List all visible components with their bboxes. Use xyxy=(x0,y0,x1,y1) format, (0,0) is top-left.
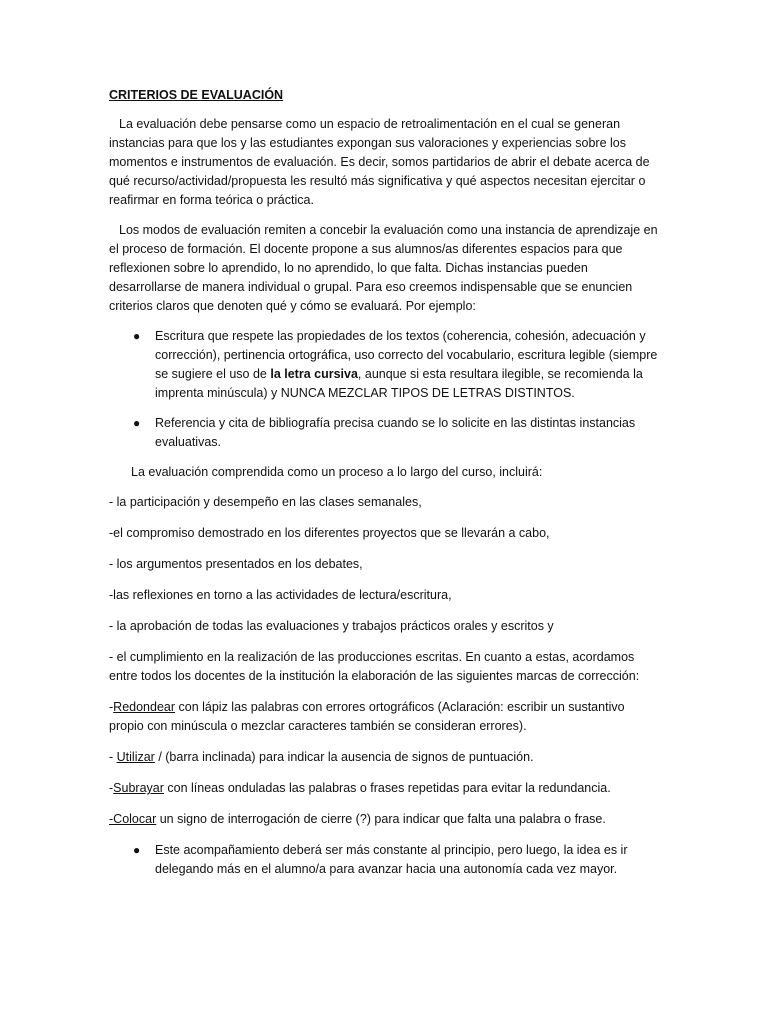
evaluation-item: - el cumplimiento en la realización de las producciones escritas. En cuanto a estas, acordamos entre todos los docentes de la institución la elaboración de las siguientes marcas de corrección: xyxy=(109,650,640,683)
paragraph-2: Los modos de evaluación remiten a concebir la evaluación como una instancia de aprendizaje en el proceso de formación. El docente propone a sus alumnos/as diferentes espacios para que reflexionen sobre lo aprendido, lo no aprendido, lo que falta. Dichas instancias pueden desarrollarse de manera individual o grupal. Para eso creemos indispensable que se enuncien criterios claros que denoten qué y cómo se evaluará. Por ejemplo: xyxy=(109,223,658,313)
mark-description: con lápiz las palabras con errores ortográficos (Aclaración: escribir un sustantivo propio con minúscula o mezclar caracteres también se consideran errores). xyxy=(109,700,625,733)
paragraph-1: La evaluación debe pensarse como un espacio de retroalimentación en el cual se generan instancias para que los y las estudiantes expongan sus valoraciones y experiencias sobre los momentos e instrumentos de evaluación. Es decir, somos partidarios de abrir el debate acerca de qué recurso/actividad/propuesta les resultó más significativa y qué aspectos necesitan ejercitar o reafirmar en forma teórica o práctica. xyxy=(109,117,650,207)
evaluation-item: - la aprobación de todas las evaluaciones y trabajos prácticos orales y escritos y xyxy=(109,619,554,633)
criteria-list xyxy=(109,327,661,452)
mark-keyword: -Colocar xyxy=(109,812,157,826)
mark-description: un signo de interrogación de cierre (?) para indicar que falta una palabra o frase. xyxy=(156,812,606,826)
bullet-icon: ● xyxy=(133,416,141,430)
mark-prefix: - xyxy=(109,700,114,714)
evaluation-item: -las reflexiones en torno a las actividades de lectura/escritura, xyxy=(109,588,452,602)
correction-mark xyxy=(109,698,661,736)
bullet-text-bold: la letra cursiva xyxy=(270,367,358,381)
bullet-text: Referencia y cita de bibliografía precisa cuando se lo solicite en las distintas instancias evaluativas. xyxy=(155,416,636,449)
mark-prefix: - xyxy=(109,781,114,795)
correction-mark xyxy=(109,779,661,798)
document-body xyxy=(109,86,661,890)
bullet-icon: ● xyxy=(133,843,141,857)
evaluation-item: - la participación y desempeño en las clases semanales, xyxy=(109,495,422,509)
evaluation-lead: La evaluación comprendida como un proceso a lo largo del curso, incluirá: xyxy=(131,465,543,479)
evaluation-item: - los argumentos presentados en los debates, xyxy=(109,557,363,571)
correction-mark xyxy=(109,810,661,829)
bullet-text: Este acompañamiento deberá ser más constante al principio, pero luego, la idea es ir delegando más en el alumno/a para avanzar hacia una autonomía cada vez mayor. xyxy=(155,843,628,876)
mark-description: / (barra inclinada) para indicar la ausencia de signos de puntuación. xyxy=(154,750,534,764)
criteria-item-writing xyxy=(109,327,661,403)
criteria-item-bibliography xyxy=(109,414,661,452)
document-title: CRITERIOS DE EVALUACIÓN xyxy=(109,88,284,102)
bullet-icon: ● xyxy=(133,329,141,343)
mark-description: con líneas onduladas las palabras o frases repetidas para evitar la redundancia. xyxy=(163,781,611,795)
mark-keyword: Subrayar xyxy=(113,781,164,795)
bullet-text-before: Escritura que respete las propiedades de los textos (coherencia, cohesión, adecuación y corrección), pertinencia ortográfica, uso correcto del vocabulario, escritura legible (siempre se sugiere el uso de xyxy=(155,329,658,381)
mark-keyword: Redondear xyxy=(113,700,176,714)
bullet-text-after: , aunque si esta resultara ilegible, se recomienda la imprenta minúscula) y NUNCA MEZCLAR TIPOS DE LETRAS DISTINTOS. xyxy=(155,367,643,400)
evaluation-item: -el compromiso demostrado en los diferentes proyectos que se llevarán a cabo, xyxy=(109,526,550,540)
correction-mark xyxy=(109,748,661,767)
closing-item xyxy=(109,841,661,879)
closing-list xyxy=(109,841,661,879)
mark-keyword: Utilizar xyxy=(116,750,155,764)
mark-prefix: - xyxy=(109,750,117,764)
